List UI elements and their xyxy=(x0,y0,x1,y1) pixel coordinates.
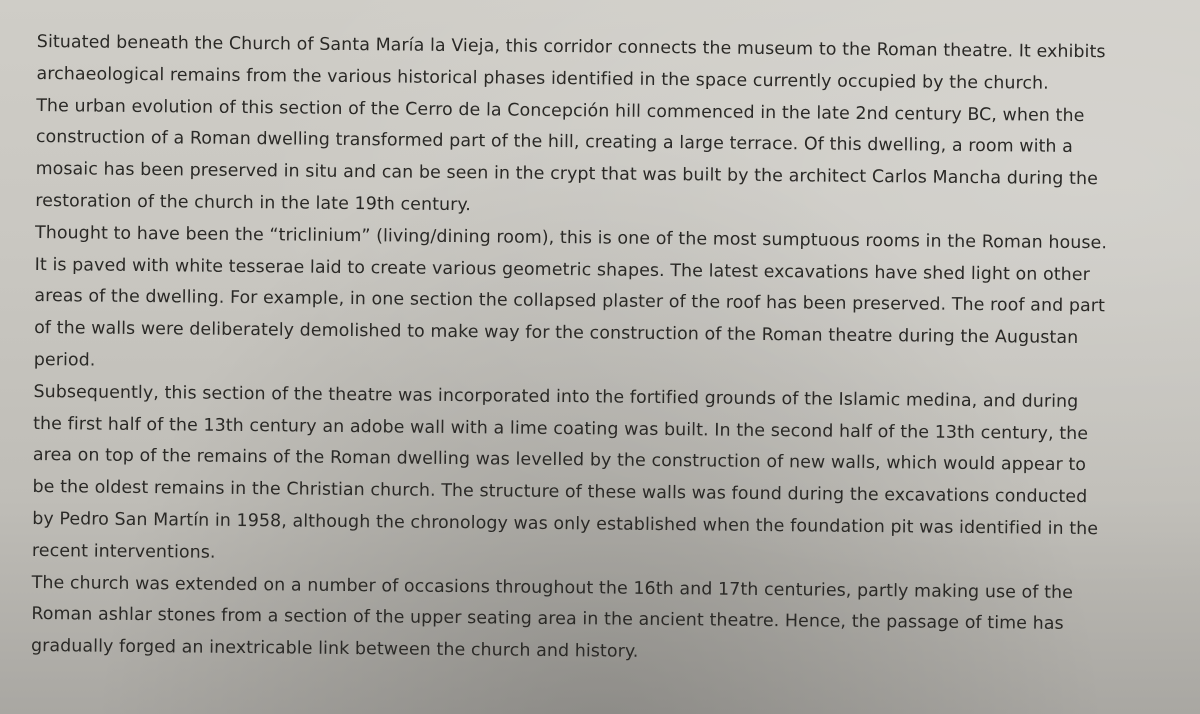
text-line: recent interventions. xyxy=(31,540,216,563)
text-line: archaeological remains from the various historical phases identified in the space currently occupied by the church. xyxy=(36,63,1049,94)
text-line: construction of a Roman dwelling transformed part of the hill, creating a large terrace. Of this dwelling, a room with a xyxy=(35,127,1074,158)
text-line: by Pedro San Martín in 1958, although the chronology was only established when the foundation pit was identified in the xyxy=(32,508,1099,540)
text-line: mosaic has been preserved in situ and can be seen in the crypt that was built by the architect Carlos Mancha during the xyxy=(35,159,1099,190)
text-line: The urban evolution of this section of the Cerro de la Concepción hill commenced in the late 2nd century BC, when the xyxy=(36,95,1085,126)
text-line: Situated beneath the Church of Santa María la Vieja, this corridor connects the museum to the Roman theatre. It exhibits xyxy=(36,31,1106,63)
text-line: areas of the dwelling. For example, in one section the collapsed plaster of the roof has been preserved. The roof and part xyxy=(34,286,1106,317)
text-line: the first half of the 13th century an adobe wall with a lime coating was built. In the second half of the 13th century, the xyxy=(33,413,1089,444)
panel-text xyxy=(31,27,1152,674)
text-line: area on top of the remains of the Roman dwelling was levelled by the construction of new walls, which would appear to xyxy=(32,445,1087,476)
text-line: Roman ashlar stones from a section of the upper seating area in the ancient theatre. Hence, the passage of time has xyxy=(31,604,1064,635)
text-line: be the oldest remains in the Christian church. The structure of these walls was found during the excavations conducted xyxy=(32,477,1088,508)
text-line: period. xyxy=(33,349,96,371)
text-line: gradually forged an inextricable link between the church and history. xyxy=(30,636,639,662)
text-line: Subsequently, this section of the theatre was incorporated into the fortified grounds of the Islamic medina, and during xyxy=(33,381,1079,412)
text-line: Thought to have been the “triclinium” (living/dining room), this is one of the most sumptuous rooms in the Roman house. xyxy=(34,222,1108,254)
text-line: of the walls were deliberately demolished to make way for the construction of the Roman theatre during the Augustan xyxy=(34,318,1079,349)
text-line: restoration of the church in the late 19th century. xyxy=(35,190,472,216)
text-line: The church was extended on a number of occasions throughout the 16th and 17th centuries, partly making use of the xyxy=(31,572,1074,603)
text-line: It is paved with white tesserae laid to create various geometric shapes. The latest excavations have shed light on other xyxy=(34,254,1091,285)
